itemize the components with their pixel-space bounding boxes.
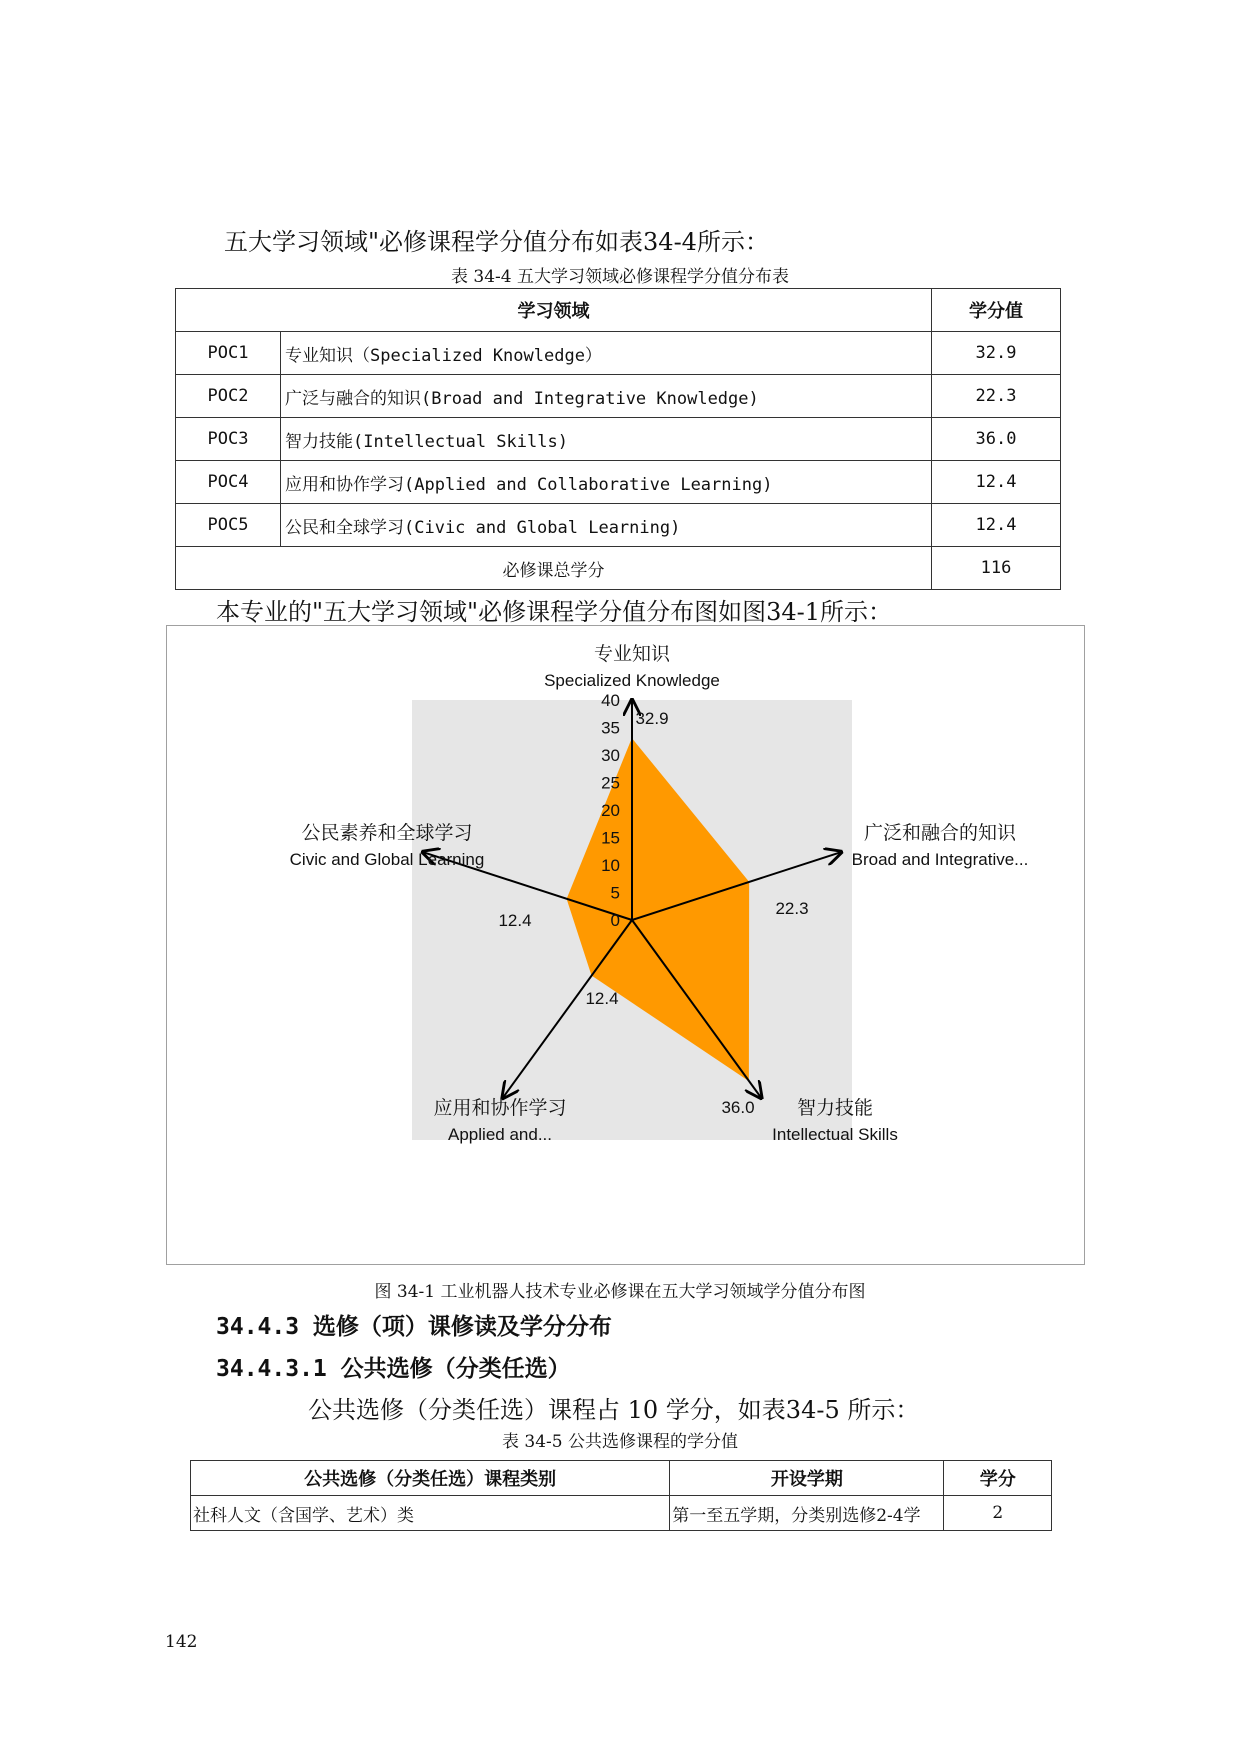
row-code: POC5 bbox=[176, 504, 281, 547]
header-credits: 学分值 bbox=[932, 289, 1061, 332]
total-label: 必修课总学分 bbox=[176, 547, 932, 590]
category-label-zh: 智力技能 bbox=[796, 1097, 874, 1119]
section-heading: 34.4.3 选修（项）课修读及学分分布 bbox=[216, 1314, 612, 1340]
row-name: 公民和全球学习(Civic and Global Learning) bbox=[281, 504, 932, 547]
row-code: POC3 bbox=[176, 418, 281, 461]
row-value: 12.4 bbox=[932, 461, 1061, 504]
category-label-en: Specialized Knowledge bbox=[544, 671, 720, 690]
subsection-heading: 34.4.3.1 公共选修（分类任选） bbox=[216, 1356, 571, 1382]
elective-credits-table bbox=[190, 1460, 1052, 1531]
row-code: POC4 bbox=[176, 461, 281, 504]
data-value-label: 12.4 bbox=[498, 911, 532, 930]
radial-tick-label: 10 bbox=[601, 856, 620, 875]
figure-caption: 图 34-1 工业机器人技术专业必修课在五大学习领域学分值分布图 bbox=[374, 1282, 866, 1302]
category-label-en: Intellectual Skills bbox=[772, 1125, 898, 1144]
row-credits: 2 bbox=[944, 1496, 1052, 1531]
table-row bbox=[176, 418, 1061, 461]
header-domain: 学习领域 bbox=[176, 289, 932, 332]
category-label-en: Broad and Integrative... bbox=[851, 850, 1029, 869]
row-name: 广泛与融合的知识(Broad and Integrative Knowledge) bbox=[281, 375, 932, 418]
table-row bbox=[176, 332, 1061, 375]
data-value-label: 36.0 bbox=[721, 1098, 755, 1117]
header-category: 公共选修（分类任选）课程类别 bbox=[191, 1461, 670, 1496]
page-number: 142 bbox=[165, 1632, 198, 1652]
category-label-zh: 公民素养和全球学习 bbox=[301, 822, 473, 844]
row-value: 32.9 bbox=[932, 332, 1061, 375]
row-name: 智力技能(Intellectual Skills) bbox=[281, 418, 932, 461]
table1-caption: 表 34-4 五大学习领域必修课程学分值分布表 bbox=[451, 267, 789, 287]
radial-tick-label: 20 bbox=[601, 801, 620, 820]
row-value: 12.4 bbox=[932, 504, 1061, 547]
intro-line-3: 公共选修（分类任选）课程占 10 学分，如表34-5 所示： bbox=[308, 1396, 920, 1424]
total-value: 116 bbox=[932, 547, 1061, 590]
intro-line-2: 本专业的"五大学习领域"必修课程学分值分布图如图34-1所示： bbox=[216, 598, 892, 626]
data-value-label: 12.4 bbox=[585, 989, 619, 1008]
table2-caption: 表 34-5 公共选修课程的学分值 bbox=[502, 1432, 738, 1452]
table-total-row bbox=[176, 547, 1061, 590]
category-label-zh: 广泛和融合的知识 bbox=[863, 822, 1017, 844]
row-name: 应用和协作学习(Applied and Collaborative Learning) bbox=[281, 461, 932, 504]
category-label-en: Applied and... bbox=[448, 1125, 552, 1144]
radial-tick-label: 15 bbox=[601, 828, 620, 848]
category-label-zh: 专业知识 bbox=[593, 643, 671, 665]
data-value-label: 22.3 bbox=[775, 899, 809, 918]
row-value: 36.0 bbox=[932, 418, 1061, 461]
row-value: 22.3 bbox=[932, 375, 1061, 418]
radial-tick-label: 5 bbox=[610, 883, 620, 903]
radial-tick-label: 35 bbox=[601, 718, 620, 738]
row-category: 社科人文（含国学、艺术）类 bbox=[191, 1496, 670, 1531]
radial-tick-label: 25 bbox=[601, 773, 620, 793]
table-row bbox=[176, 461, 1061, 504]
category-label-zh: 应用和协作学习 bbox=[433, 1097, 567, 1119]
table-row bbox=[191, 1496, 1052, 1531]
table-row bbox=[176, 375, 1061, 418]
table-row bbox=[176, 504, 1061, 547]
radial-tick-label: 0 bbox=[610, 911, 620, 930]
header-credits: 学分 bbox=[944, 1461, 1052, 1496]
header-term: 开设学期 bbox=[670, 1461, 944, 1496]
row-term: 第一至五学期，分类别选修2-4学 bbox=[670, 1496, 944, 1531]
data-value-label: 32.9 bbox=[635, 709, 669, 728]
row-name: 专业知识（Specialized Knowledge） bbox=[281, 332, 932, 375]
credit-distribution-table bbox=[175, 288, 1061, 590]
row-code: POC2 bbox=[176, 375, 281, 418]
category-label-en: Civic and Global Learning bbox=[289, 850, 485, 869]
radar-chart bbox=[167, 626, 1083, 1263]
row-code: POC1 bbox=[176, 332, 281, 375]
radial-tick-label: 30 bbox=[601, 746, 620, 765]
radial-tick-label: 40 bbox=[601, 691, 620, 710]
radar-chart-frame bbox=[166, 625, 1085, 1265]
intro-line-1: 五大学习领域"必修课程学分值分布如表34-4所示： bbox=[224, 228, 769, 256]
